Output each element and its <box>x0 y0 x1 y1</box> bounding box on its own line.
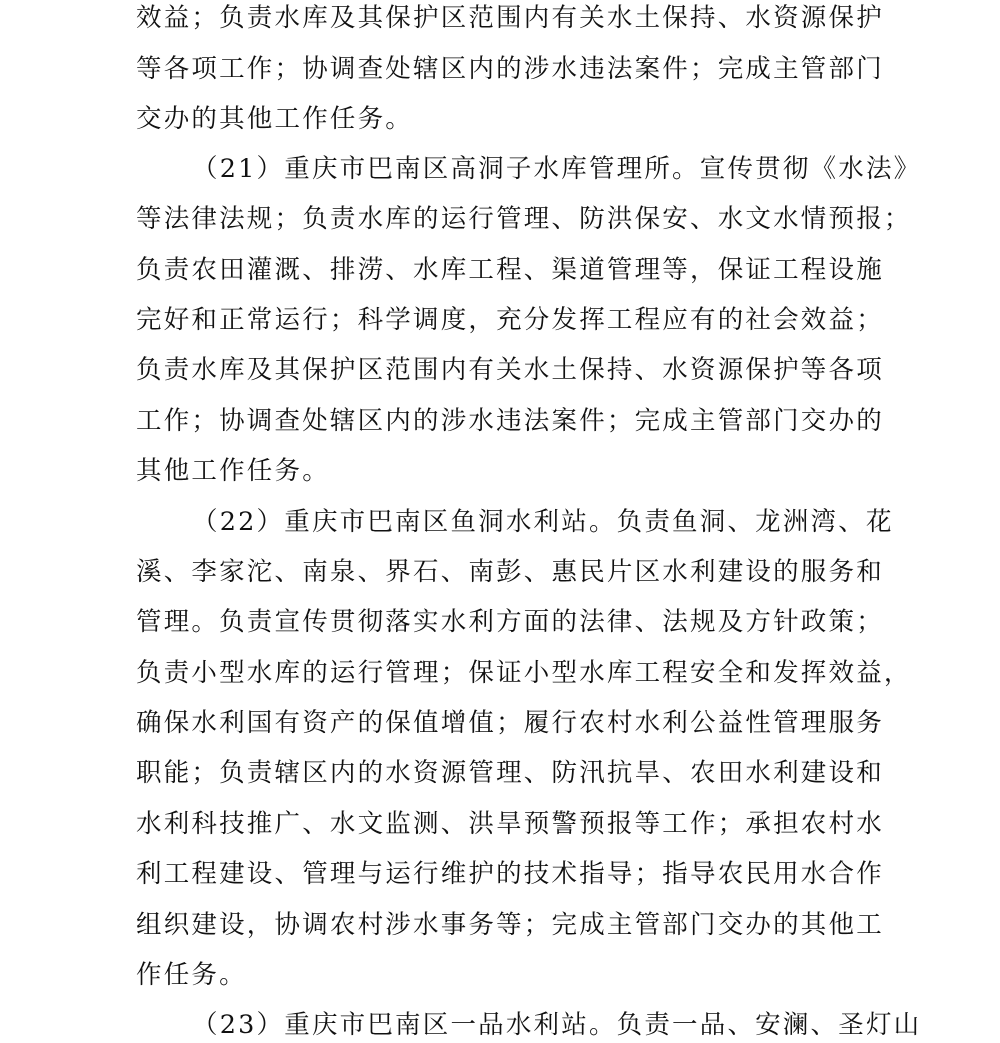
text-line: 完好和正常运行；科学调度，充分发挥工程应有的社会效益； <box>136 305 884 335</box>
text-line: 等各项工作；协调查处辖区内的涉水违法案件；完成主管部门 <box>136 54 884 84</box>
text-line: 负责农田灌溉、排涝、水库工程、渠道管理等，保证工程设施 <box>136 255 884 285</box>
text-line: 作任务。 <box>136 960 247 990</box>
text-line: 工作；协调查处辖区内的涉水违法案件；完成主管部门交办的 <box>136 406 884 436</box>
text-line: 利工程建设、管理与运行维护的技术指导；指导农民用水合作 <box>136 859 884 889</box>
text-line: 效益；负责水库及其保护区范围内有关水土保持、水资源保护 <box>136 3 884 33</box>
text-line: 职能；负责辖区内的水资源管理、防汛抗旱、农田水利建设和 <box>136 758 884 788</box>
text-line: 确保水利国有资产的保值增值；履行农村水利公益性管理服务 <box>136 708 884 738</box>
paragraph-22-heading: （22）重庆市巴南区鱼洞水利站。负责鱼洞、龙洲湾、花 <box>192 507 894 537</box>
paragraph-23-heading: （23）重庆市巴南区一品水利站。负责一品、安澜、圣灯山 <box>192 1010 922 1040</box>
paragraph-21-heading: （21）重庆市巴南区高洞子水库管理所。宣传贯彻《水法》 <box>192 154 922 184</box>
text-line: 交办的其他工作任务。 <box>136 104 414 134</box>
text-line: 负责水库及其保护区范围内有关水土保持、水资源保护等各项 <box>136 355 884 385</box>
text-line: 溪、李家沱、南泉、界石、南彭、惠民片区水利建设的服务和 <box>136 557 884 587</box>
text-line: 水利科技推广、水文监测、洪旱预警预报等工作；承担农村水 <box>136 809 884 839</box>
text-line: 等法律法规；负责水库的运行管理、防洪保安、水文水情预报； <box>136 204 912 234</box>
text-line: 负责小型水库的运行管理；保证小型水库工程安全和发挥效益， <box>136 658 912 688</box>
text-line: 组织建设，协调农村涉水事务等；完成主管部门交办的其他工 <box>136 910 884 940</box>
text-line: 管理。负责宣传贯彻落实水利方面的法律、法规及方针政策； <box>136 607 884 637</box>
text-line: 其他工作任务。 <box>136 456 330 486</box>
